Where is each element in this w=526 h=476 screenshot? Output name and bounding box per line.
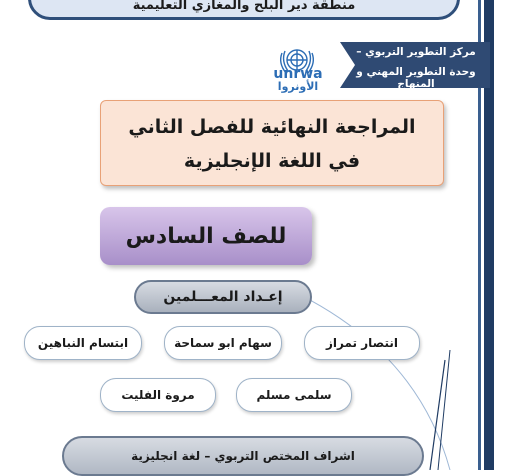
title-box	[100, 100, 444, 186]
center-label-line1: مركز التطوير التربوي –	[356, 46, 476, 58]
preparers-label: إعـداد المعـــلمين	[163, 289, 283, 305]
teacher-name-text: ابتسام النباهين	[37, 336, 129, 350]
grade-box	[100, 207, 312, 265]
teacher-name-text: مروة الفليت	[121, 388, 195, 402]
supervision-label: اشراف المختص التربوي – لغة انجليزية	[131, 449, 355, 463]
supervision-pill	[62, 436, 424, 476]
teacher-name-text: سهام ابو سماحة	[174, 336, 272, 350]
teacher-name-text: انتصار تمراز	[326, 336, 398, 350]
unrwa-logo-text-arabic: الأونروا	[277, 80, 319, 93]
teacher-name	[24, 326, 142, 360]
teacher-name	[304, 326, 420, 360]
preparers-pill	[134, 280, 312, 314]
title-line2: في اللغة الإنجليزية	[183, 150, 361, 172]
teacher-name	[236, 378, 352, 412]
teacher-name-text: سلمى مسلم	[256, 388, 332, 402]
grade-label: للصف السادس	[125, 223, 287, 249]
unrwa-logo-text: unrwa	[273, 66, 323, 82]
region-name: منطقة دير البلح والمغازي التعليمية	[132, 0, 356, 13]
title-line1: المراجعة النهائية للفصل الثاني	[128, 116, 416, 138]
teacher-name	[164, 326, 282, 360]
teacher-name	[100, 378, 216, 412]
center-label-line2: وحدة التطوير المهني و المنهاج	[356, 66, 476, 90]
region-banner	[28, 0, 460, 20]
